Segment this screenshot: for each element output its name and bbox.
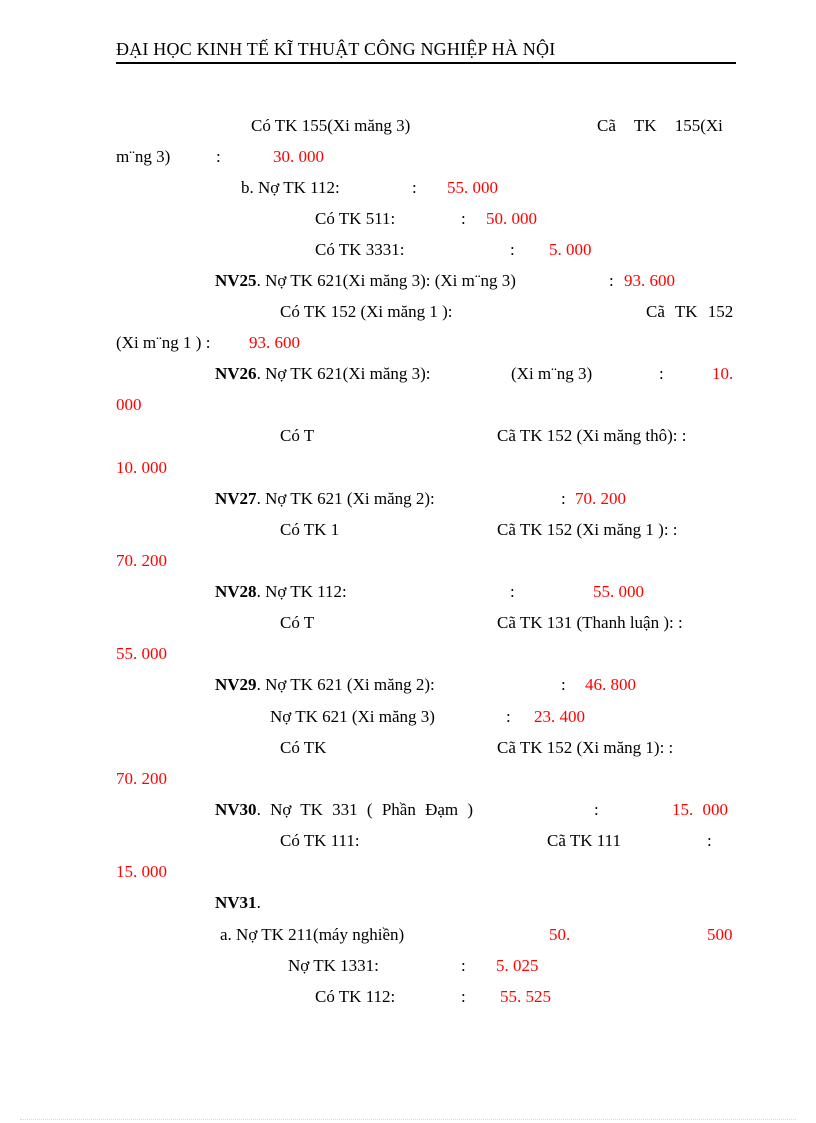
- amount: 30. 000: [273, 147, 324, 166]
- entry-nv31: [215, 893, 261, 913]
- line-text: (Xi m¨ng 1 ) :: [116, 333, 211, 352]
- entry-label: NV25: [215, 271, 257, 290]
- line-text: Cã TK 155(Xi: [597, 116, 723, 135]
- amount: 50.: [549, 925, 571, 944]
- colon: :: [707, 831, 712, 850]
- amount: 55. 525: [500, 987, 551, 1006]
- amount: 50. 000: [486, 209, 537, 228]
- entry-nv25: [215, 271, 516, 291]
- line-text: . Nợ TK 621 (Xi măng 2):: [256, 675, 435, 694]
- colon: :: [510, 582, 515, 601]
- amount: 93. 600: [249, 333, 300, 352]
- line-text: .: [256, 893, 261, 912]
- line-text: Có TK: [280, 738, 327, 757]
- colon: :: [510, 240, 515, 259]
- line-text: Cã TK 111: [547, 831, 621, 850]
- line-text: m¨ng 3): [116, 147, 171, 166]
- colon: :: [461, 209, 466, 228]
- amount: 15. 000: [116, 862, 167, 881]
- line-text: Cã TK 131 (Thanh luận ): :: [497, 613, 683, 632]
- line-text: Cã TK 152 (Xi măng 1 ): :: [497, 520, 678, 539]
- colon: :: [412, 178, 417, 197]
- line-text: b. Nợ TK 112:: [241, 178, 340, 197]
- entry-label: NV29: [215, 675, 257, 694]
- line-text: Có TK 3331:: [315, 240, 405, 259]
- entry-label: NV27: [215, 489, 257, 508]
- entry-nv30: [215, 800, 473, 820]
- colon: :: [609, 271, 614, 290]
- line-text: Có T: [280, 426, 315, 445]
- line-text: . Nợ TK 331 ( Phần Đạm ): [256, 800, 474, 819]
- line-text: Có TK 155(Xi măng 3): [251, 116, 411, 135]
- line-text: Nợ TK 621 (Xi măng 3): [270, 707, 435, 726]
- colon: :: [561, 489, 566, 508]
- amount: 46. 800: [585, 675, 636, 694]
- amount: 55. 000: [116, 644, 167, 663]
- entry-label: NV31: [215, 893, 257, 912]
- amount: 55. 000: [593, 582, 644, 601]
- line-text: (Xi m¨ng 3): [511, 364, 593, 383]
- amount: 5. 000: [549, 240, 592, 259]
- line-text: . Nợ TK 112:: [256, 582, 347, 601]
- colon: :: [506, 707, 511, 726]
- line-text: Cã TK 152 (Xi măng thô): :: [497, 426, 687, 445]
- line-text: . Nợ TK 621(Xi măng 3):: [256, 364, 431, 383]
- amount: 15. 000: [672, 800, 728, 819]
- header-title: ĐẠI HỌC KINH TẾ KĨ THUẬT CÔNG NGHIỆP HÀ NỘI: [116, 39, 556, 59]
- line-text: Nợ TK 1331:: [288, 956, 379, 975]
- line-text: Có TK 111:: [280, 831, 360, 850]
- line-text: Có TK 511:: [315, 209, 396, 228]
- line-text: Có T: [280, 613, 315, 632]
- colon: :: [216, 147, 221, 166]
- amount: 70. 200: [575, 489, 626, 508]
- amount: 10.: [712, 364, 734, 383]
- line-text: . Nợ TK 621(Xi măng 3): (Xi m¨ng 3): [256, 271, 516, 290]
- page-header: [116, 36, 736, 64]
- entry-label: NV26: [215, 364, 257, 383]
- entry-nv26: [215, 364, 431, 384]
- amount: 70. 200: [116, 769, 167, 788]
- amount: 000: [116, 395, 142, 414]
- amount: 70. 200: [116, 551, 167, 570]
- amount: 10. 000: [116, 458, 167, 477]
- line-text: Cã TK 152 (Xi măng 1): :: [497, 738, 674, 757]
- amount: 93. 600: [624, 271, 675, 290]
- line-text: Có TK 112:: [315, 987, 396, 1006]
- line-text: a. Nợ TK 211(máy nghiền): [220, 925, 405, 944]
- colon: :: [659, 364, 664, 383]
- amount: 55. 000: [447, 178, 498, 197]
- page-bottom-divider: [20, 1119, 796, 1120]
- entry-label: NV30: [215, 800, 257, 819]
- amount: 23. 400: [534, 707, 585, 726]
- line-text: Có TK 152 (Xi măng 1 ):: [280, 302, 453, 321]
- line-text: Cã TK 152: [646, 302, 734, 321]
- colon: :: [461, 987, 466, 1006]
- entry-nv27: [215, 489, 435, 509]
- colon: :: [461, 956, 466, 975]
- amount: 5. 025: [496, 956, 539, 975]
- colon: :: [594, 800, 599, 819]
- colon: :: [561, 675, 566, 694]
- line-text: Có TK 1: [280, 520, 340, 539]
- entry-nv29: [215, 675, 435, 695]
- line-text: . Nợ TK 621 (Xi măng 2):: [256, 489, 435, 508]
- entry-label: NV28: [215, 582, 257, 601]
- amount: 500: [707, 925, 733, 944]
- entry-nv28: [215, 582, 347, 602]
